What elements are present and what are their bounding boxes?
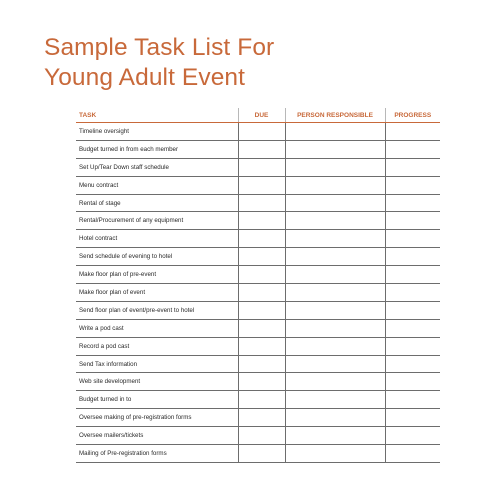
due-cell — [238, 373, 285, 391]
progress-cell — [385, 284, 440, 302]
task-cell: Mailing of Pre-registration forms — [76, 445, 238, 463]
table-row — [76, 212, 440, 230]
person-responsible-cell — [285, 355, 385, 373]
progress-cell — [385, 194, 440, 212]
document-title — [44, 33, 274, 93]
table-row — [76, 301, 440, 319]
progress-cell — [385, 319, 440, 337]
task-cell: Budget turned in from each member — [76, 140, 238, 158]
person-responsible-cell — [285, 284, 385, 302]
progress-cell — [385, 230, 440, 248]
due-cell — [238, 391, 285, 409]
task-cell: Make floor plan of pre-event — [76, 266, 238, 284]
due-cell — [238, 123, 285, 141]
person-responsible-cell — [285, 319, 385, 337]
progress-cell — [385, 445, 440, 463]
table-row — [76, 337, 440, 355]
person-responsible-cell — [285, 123, 385, 141]
table-row — [76, 319, 440, 337]
task-table-header — [76, 108, 440, 123]
due-cell — [238, 176, 285, 194]
person-responsible-cell — [285, 337, 385, 355]
person-responsible-cell — [285, 301, 385, 319]
column-header-due: DUE — [238, 108, 285, 123]
person-responsible-cell — [285, 230, 385, 248]
task-cell: Set Up/Tear Down staff schedule — [76, 158, 238, 176]
table-row — [76, 266, 440, 284]
due-cell — [238, 248, 285, 266]
progress-cell — [385, 158, 440, 176]
due-cell — [238, 409, 285, 427]
due-cell — [238, 194, 285, 212]
table-row — [76, 194, 440, 212]
task-table — [76, 108, 440, 463]
table-row — [76, 176, 440, 194]
person-responsible-cell — [285, 409, 385, 427]
header-row — [76, 108, 440, 123]
person-responsible-cell — [285, 158, 385, 176]
progress-cell — [385, 373, 440, 391]
progress-cell — [385, 176, 440, 194]
person-responsible-cell — [285, 391, 385, 409]
task-cell: Rental/Procurement of any equipment — [76, 212, 238, 230]
table-row — [76, 248, 440, 266]
column-header-person-responsible: PERSON RESPONSIBLE — [285, 108, 385, 123]
column-header-progress: PROGRESS — [385, 108, 440, 123]
title-line-2: Young Adult Event — [44, 64, 246, 91]
task-cell: Budget turned in to — [76, 391, 238, 409]
due-cell — [238, 158, 285, 176]
table-row — [76, 230, 440, 248]
due-cell — [238, 337, 285, 355]
task-cell: Send Tax information — [76, 355, 238, 373]
progress-cell — [385, 337, 440, 355]
task-cell: Record a pod cast — [76, 337, 238, 355]
table-row — [76, 284, 440, 302]
progress-cell — [385, 266, 440, 284]
table-row — [76, 158, 440, 176]
due-cell — [238, 319, 285, 337]
progress-cell — [385, 140, 440, 158]
task-cell: Oversee mailers/tickets — [76, 427, 238, 445]
person-responsible-cell — [285, 194, 385, 212]
due-cell — [238, 230, 285, 248]
due-cell — [238, 355, 285, 373]
progress-cell — [385, 409, 440, 427]
person-responsible-cell — [285, 266, 385, 284]
person-responsible-cell — [285, 176, 385, 194]
task-cell: Web site development — [76, 373, 238, 391]
person-responsible-cell — [285, 445, 385, 463]
task-cell: Oversee making of pre-registration forms — [76, 409, 238, 427]
person-responsible-cell — [285, 140, 385, 158]
person-responsible-cell — [285, 427, 385, 445]
task-cell: Rental of stage — [76, 194, 238, 212]
table-row — [76, 427, 440, 445]
progress-cell — [385, 212, 440, 230]
progress-cell — [385, 355, 440, 373]
progress-cell — [385, 391, 440, 409]
progress-cell — [385, 123, 440, 141]
table-row — [76, 409, 440, 427]
table-row — [76, 355, 440, 373]
due-cell — [238, 427, 285, 445]
due-cell — [238, 301, 285, 319]
table-row — [76, 445, 440, 463]
table-row — [76, 123, 440, 141]
task-cell: Send schedule of evening to hotel — [76, 248, 238, 266]
task-table-body — [76, 123, 440, 463]
task-cell: Menu contract — [76, 176, 238, 194]
column-header-task: TASK — [76, 108, 238, 123]
task-cell: Send floor plan of event/pre-event to hotel — [76, 301, 238, 319]
person-responsible-cell — [285, 248, 385, 266]
due-cell — [238, 266, 285, 284]
table-row — [76, 391, 440, 409]
due-cell — [238, 284, 285, 302]
task-cell: Timeline oversight — [76, 123, 238, 141]
due-cell — [238, 445, 285, 463]
title-line-1: Sample Task List For — [44, 34, 275, 61]
due-cell — [238, 140, 285, 158]
table-row — [76, 373, 440, 391]
progress-cell — [385, 301, 440, 319]
progress-cell — [385, 248, 440, 266]
task-cell: Write a pod cast — [76, 319, 238, 337]
task-cell: Make floor plan of event — [76, 284, 238, 302]
progress-cell — [385, 427, 440, 445]
table-row — [76, 140, 440, 158]
person-responsible-cell — [285, 212, 385, 230]
task-cell: Hotel contract — [76, 230, 238, 248]
person-responsible-cell — [285, 373, 385, 391]
due-cell — [238, 212, 285, 230]
